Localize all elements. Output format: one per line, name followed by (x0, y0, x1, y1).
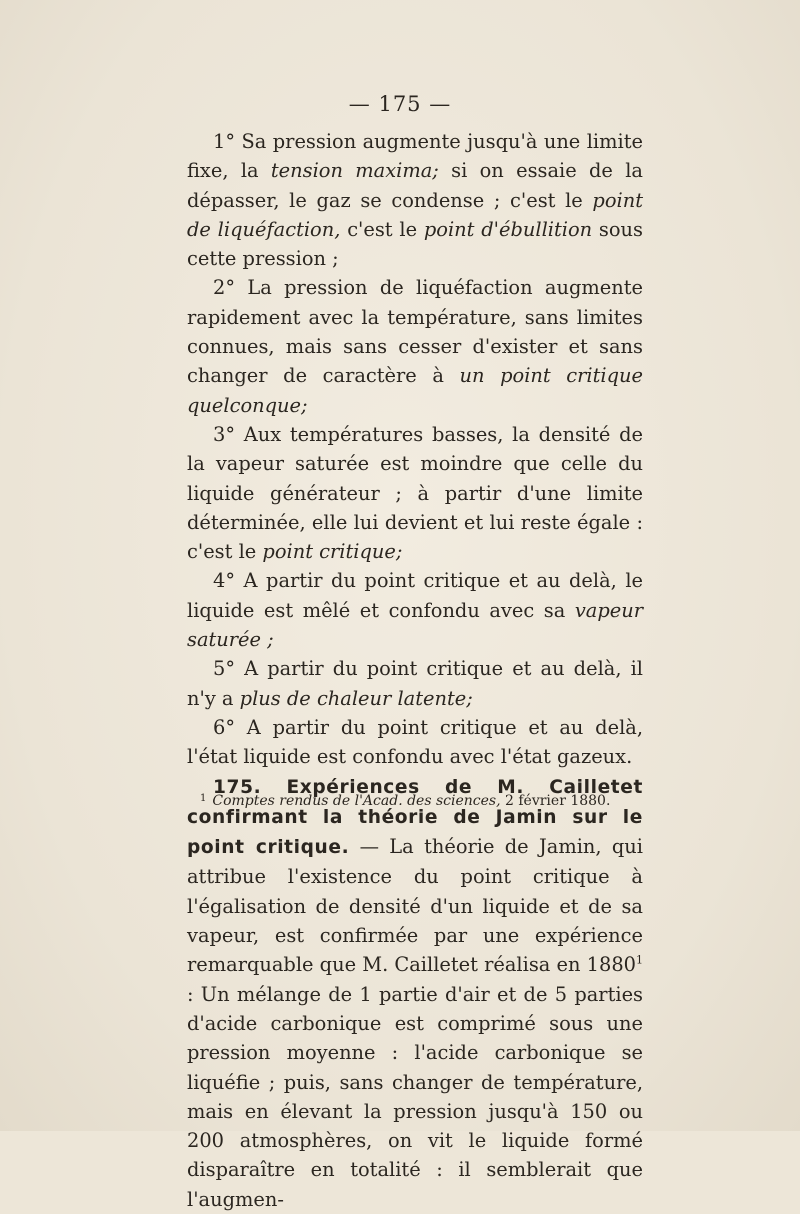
paragraph (187, 654, 643, 713)
text-run: — La théorie de Jamin, qui attribue l'existence du point critique à l'égalisation de densité d'un liquide et de sa vapeur, est confirmée par une expérience remarquable que M. Cailletet réalisa en 1880 (187, 835, 643, 977)
text-run: 6° A partir du point critique et au delà, l'état liquide est confondu avec l'état gazeux. (187, 715, 643, 769)
text-run: 1° Sa pression augmente jusqu'à une limite fixe, la (187, 130, 643, 183)
emphasis-text: vapeur saturée ; (187, 598, 643, 652)
footnote-mark: 1 (200, 793, 207, 804)
footnote-date: 2 février 1880. (505, 793, 611, 809)
emphasis-text: point critique; (262, 540, 403, 564)
footnote-source: Comptes rendus de l'Acad. des sciences, (212, 793, 501, 809)
emphasis-text: tension maxima; (270, 159, 439, 183)
text-run: : Un mélange de 1 partie d'air et de 5 parties d'acide carbonique est comprimé sous une pression moyenne : l'acide carbonique se liquéfie ; puis, sans changer de température, mais en élevant la pression jusqu'à 150 ou 200 atmosphères, on vit le liquide formé disparaître en totalité : il semblerait que l'augmen- (187, 982, 643, 1211)
paragraph (187, 127, 643, 273)
paragraph (187, 420, 643, 566)
emphasis-text: un point critique quelconque; (187, 364, 644, 417)
footnote-reference: 1 (636, 953, 643, 967)
body-text (187, 127, 643, 1214)
text-run: si on essaie de la dépasser, le gaz se condense ; c'est le (187, 159, 643, 212)
text-run: 5° A partir du point critique et au delà, il n'y a (187, 657, 643, 710)
page-number-header: — 175 — (348, 92, 452, 116)
emphasis-text: point d'ébullition (423, 217, 593, 241)
paragraph (187, 273, 643, 419)
footnote (200, 793, 640, 809)
text-run: c'est le (340, 217, 424, 241)
paragraph (187, 566, 643, 654)
paragraph (187, 772, 643, 1214)
text-run: 4° A partir du point critique et au delà, le liquide est mêlé et confondu avec sa (187, 569, 643, 622)
text-run: 3° Aux températures basses, la densité de la vapeur saturée est moindre que celle du liquide générateur ; à partir d'une limite déterminée, elle lui devient et lui reste égale : c'est le (187, 422, 643, 564)
emphasis-text: plus de chaleur latente; (239, 686, 473, 710)
text-run: sous cette pression ; (187, 217, 643, 271)
section-heading: 175. Expériences de M. Cailletet confirmant la théorie de Jamin sur le point critique. (187, 776, 643, 859)
emphasis-text: point de liquéfaction, (187, 188, 643, 241)
text-run: 2° La pression de liquéfaction augmente rapidement avec la température, sans limites connues, mais sans cesser d'exister et sans changer de caractère à (187, 276, 643, 388)
paragraph (187, 713, 643, 772)
